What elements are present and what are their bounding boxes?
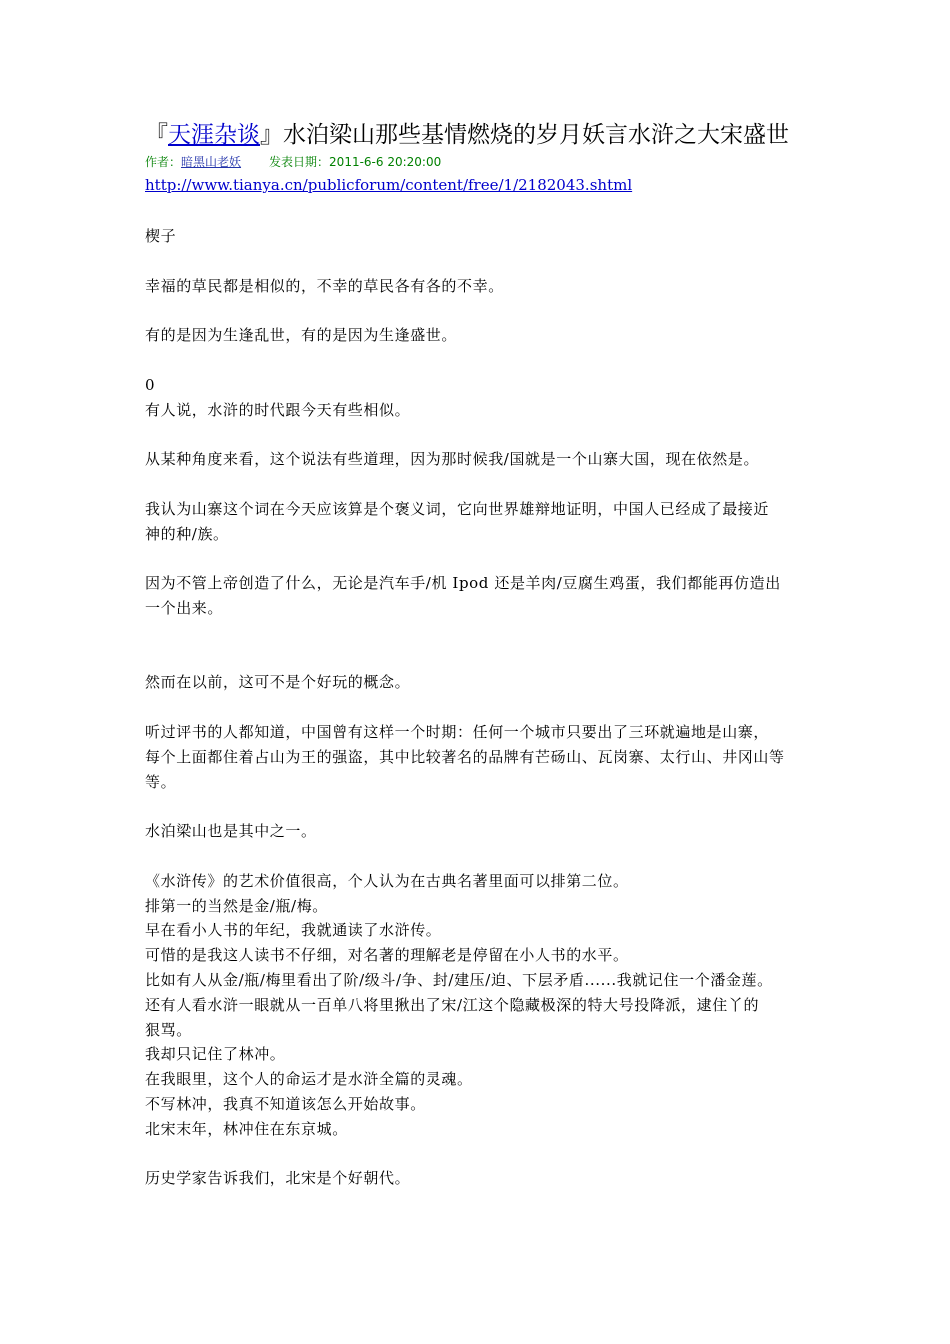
body-line: 狠骂。 [145,1020,192,1039]
title-bracket-open: 『 [145,122,168,148]
blank-line [145,844,815,869]
date-value: 2011-6-6 20:20:00 [329,155,442,169]
blank-line [145,621,815,646]
body-line: 有的是因为生逢乱世，有的是因为生逢盛世。 [145,326,458,345]
body-line: 幸福的草民都是相似的，不幸的草民各有各的不幸。 [145,276,504,295]
title-bracket-close: 』 [260,122,283,148]
source-url-link[interactable]: http://www.tianya.cn/publicforum/content/free/1/2182043.shtml [145,176,633,194]
body-line: 神的种/族。 [145,524,229,543]
blank-line [145,646,815,671]
title-text: 水泊梁山那些基情燃烧的岁月妖言水浒之大宋盛世 [283,122,789,148]
body-line: 听过评书的人都知道，中国曾有这样一个时期：任何一个城市只要出了三环就遍地是山寨， [145,722,770,741]
author-link[interactable]: 暗黑山老妖 [181,155,242,169]
body-line: 可惜的是我这人读书不仔细，对名著的理解老是停留在小人书的水平。 [145,946,629,965]
body-line: 一个出来。 [145,598,224,617]
body-line: 等。 [145,772,177,791]
article-title [145,118,815,152]
blank-line [145,695,815,720]
body-line: 0 [145,375,156,394]
body-line: 早在看小人书的年纪，我就通读了水浒传。 [145,921,442,940]
author-label: 作者： [145,155,182,169]
blank-line [145,422,815,447]
blank-line [145,348,815,373]
blank-line [145,1141,815,1166]
body-line: 然而在以前，这可不是个好玩的概念。 [145,673,411,692]
blank-line [145,472,815,497]
body-line: 北宋末年，林冲住在东京城。 [145,1119,348,1138]
article-meta [145,152,815,172]
body-line: 从某种角度来看，这个说法有些道理，因为那时候我/国就是一个山寨大国，现在依然是。 [145,450,760,469]
body-line: 《水浒传》的艺术价值很高，个人认为在古典名著里面可以排第二位。 [145,871,629,890]
body-line: 不写林冲，我真不知道该怎么开始故事。 [145,1094,426,1113]
body-line: 楔子 [145,227,177,245]
body-line: 比如有人从金/瓶/梅里看出了阶/级斗/争、封/建压/迫、下层矛盾......我就记住一个潘金莲。 [145,970,773,989]
body-line: 排第一的当然是金/瓶/梅。 [145,896,328,915]
body-line: 我认为山寨这个词在今天应该算是个褒义词，它向世界雄辩地证明，中国人已经成了最接近 [145,499,770,518]
forum-link[interactable]: 天涯杂谈 [168,122,260,148]
blank-line [145,546,815,571]
body-line: 因为不管上帝创造了什么，无论是汽车手/机 Ipod 还是羊肉/豆腐生鸡蛋，我们都能再仿造出 [145,574,781,593]
body-line: 历史学家告诉我们，北宋是个好朝代。 [145,1169,411,1188]
body-line: 每个上面都住着占山为王的强盗，其中比较著名的品牌有芒砀山、瓦岗寨、太行山、井冈山等 [145,747,785,766]
body-line: 水泊梁山也是其中之一。 [145,822,317,841]
blank-line [145,249,815,274]
date-label: 发表日期： [269,155,330,169]
blank-line [145,298,815,323]
body-line: 在我眼里，这个人的命运才是水浒全篇的灵魂。 [145,1070,473,1089]
body-line: 有人说，水浒的时代跟今天有些相似。 [145,400,411,419]
body-line: 我却只记住了林冲。 [145,1045,286,1064]
blank-line [145,794,815,819]
document-page [145,118,815,1191]
body-line: 还有人看水浒一眼就从一百单八将里揪出了宋/江这个隐藏极深的特大号投降派，逮住丫的 [145,995,760,1014]
article-body [145,224,815,1191]
